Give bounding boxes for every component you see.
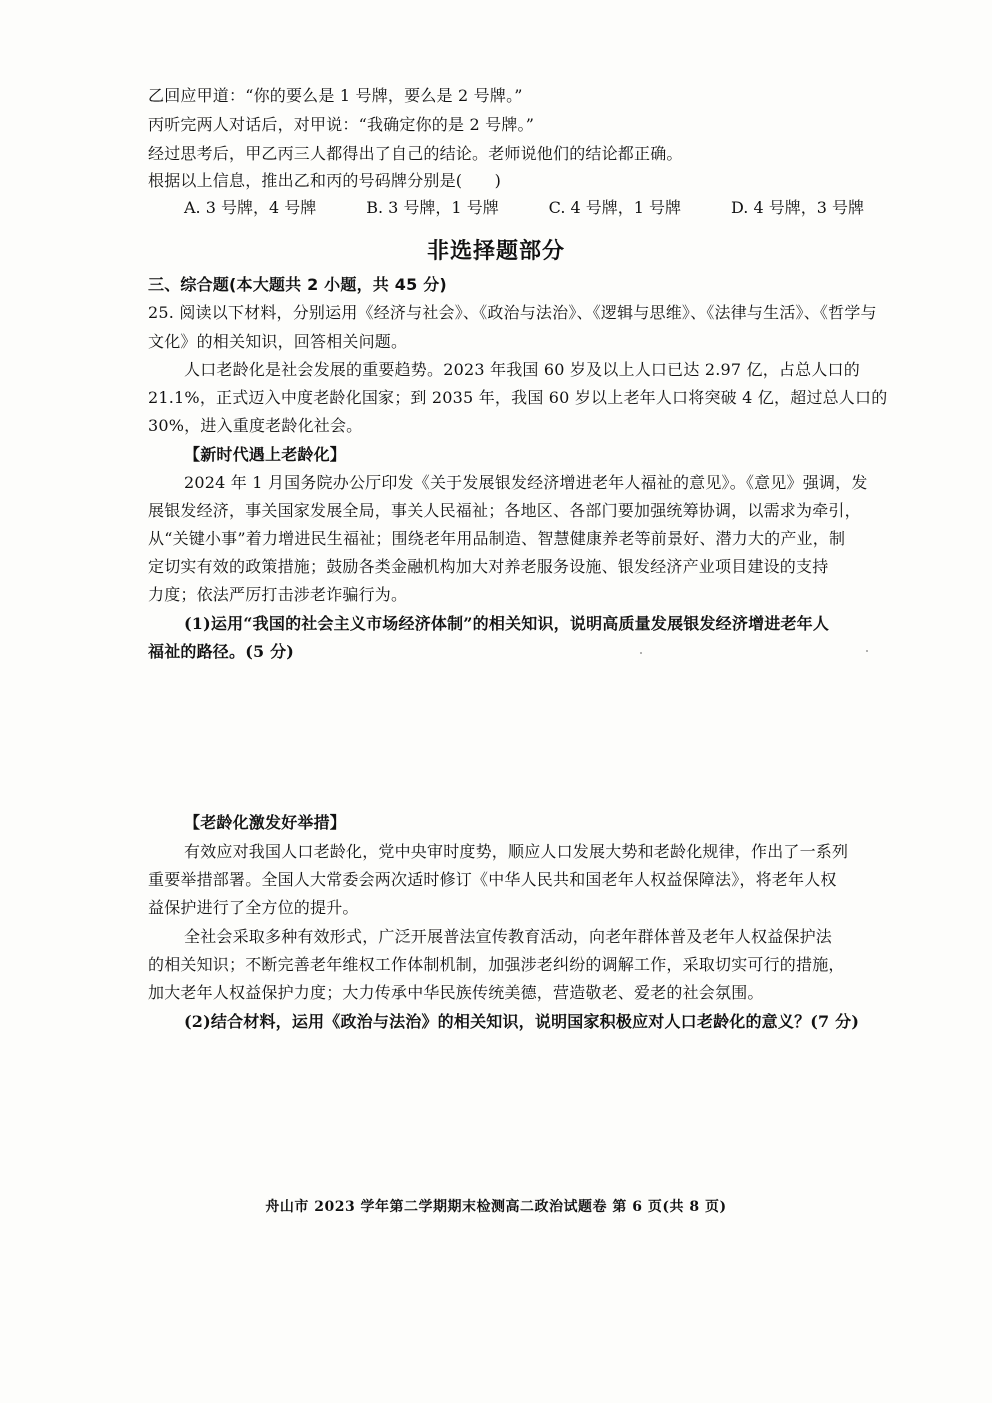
para2-line-5: 力度；依法严厉打击涉老诈骗行为。 — [148, 585, 408, 604]
option-d: D. 4 号牌，3 号牌 — [731, 198, 864, 217]
sub-question-1-line-1: (1)运用“我国的社会主义市场经济体制”的相关知识，说明高质量发展银发经济增进老年人 — [184, 614, 830, 633]
para4-line-2: 的相关知识；不断完善老年维权工作体制机制，加强涉老纠纷的调解工作，采取切实可行的措施， — [148, 955, 845, 974]
sub-question-2: (2)结合材料，运用《政治与法治》的相关知识，说明国家积极应对人口老龄化的意义？(7 分) — [184, 1012, 860, 1031]
q25-intro-line-2: 文化》的相关知识，回答相关问题。 — [148, 332, 408, 351]
q24-line-4: 根据以上信息，推出乙和丙的号码牌分别是( ) — [148, 171, 502, 190]
para3-line-1: 有效应对我国人口老龄化，党中央审时度势，顺应人口发展大势和老龄化规律，作出了一系列 — [184, 842, 849, 861]
para2-line-4: 定切实有效的政策措施；鼓励各类金融机构加大对养老服务设施、银发经济产业项目建设的支持 — [148, 557, 829, 576]
para4-line-3: 加大老年人权益保护力度；大力传承中华民族传统美德，营造敬老、爱老的社会氛围。 — [148, 983, 764, 1002]
para1-line-3: 30%，进入重度老龄化社会。 — [148, 416, 363, 435]
scan-speck — [866, 650, 868, 652]
para2-line-1: 2024 年 1 月国务院办公厅印发《关于发展银发经济增进老年人福祉的意见》。《意见》强调，发 — [184, 473, 868, 492]
para2-line-2: 展银发经济，事关国家发展全局，事关人民福祉；各地区、各部门要加强统筹协调，以需求为牵引， — [148, 501, 861, 520]
para2-line-3: 从“关键小事”着力增进民生福祉；围绕老年用品制造、智慧健康养老等前景好、潜力大的产业，制 — [148, 529, 846, 548]
sub-question-1-line-2: 福祉的路径。(5 分) — [148, 642, 295, 661]
section-title: 非选择题部分 — [426, 239, 565, 264]
para3-line-3: 益保护进行了全方位的提升。 — [148, 898, 359, 917]
q24-line-2: 丙听完两人对话后，对甲说：“我确定你的是 2 号牌。” — [148, 115, 535, 134]
material-heading-2: 【老龄化激发好举措】 — [184, 813, 347, 832]
part3-heading: 三、综合题(本大题共 2 小题，共 45 分) — [148, 275, 447, 294]
option-a: A. 3 号牌，4 号牌 — [184, 198, 317, 217]
para4-line-1: 全社会采取多种有效形式，广泛开展普法宣传教育活动，向老年群体普及老年人权益保护法 — [184, 927, 833, 946]
material-heading-1: 【新时代遇上老龄化】 — [184, 445, 347, 464]
para1-line-2: 21.1%，正式迈入中度老龄化国家；到 2035 年，我国 60 岁以上老年人口将突破 4 亿，超过总人口的 — [148, 388, 888, 407]
scan-speck — [640, 652, 642, 654]
q25-intro-line-1: 25. 阅读以下材料，分别运用《经济与社会》、《政治与法治》、《逻辑与思维》、《法律与生活》、《哲学与 — [148, 303, 877, 322]
para3-line-2: 重要举措部署。全国人大常委会两次适时修订《中华人民共和国老年人权益保障法》，将老年人权 — [148, 870, 837, 889]
option-b: B. 3 号牌，1 号牌 — [366, 198, 499, 217]
para1-line-1: 人口老龄化是社会发展的重要趋势。2023 年我国 60 岁及以上人口已达 2.97 亿，占总人口的 — [184, 360, 860, 379]
option-c: C. 4 号牌，1 号牌 — [548, 198, 682, 217]
q24-line-1: 乙回应甲道：“你的要么是 1 号牌，要么是 2 号牌。” — [148, 86, 523, 105]
page-footer: 舟山市 2023 学年第二学期期末检测高二政治试题卷 第 6 页(共 8 页) — [265, 1199, 727, 1215]
q24-options — [184, 196, 864, 220]
q24-line-3: 经过思考后，甲乙丙三人都得出了自己的结论。老师说他们的结论都正确。 — [148, 144, 683, 163]
